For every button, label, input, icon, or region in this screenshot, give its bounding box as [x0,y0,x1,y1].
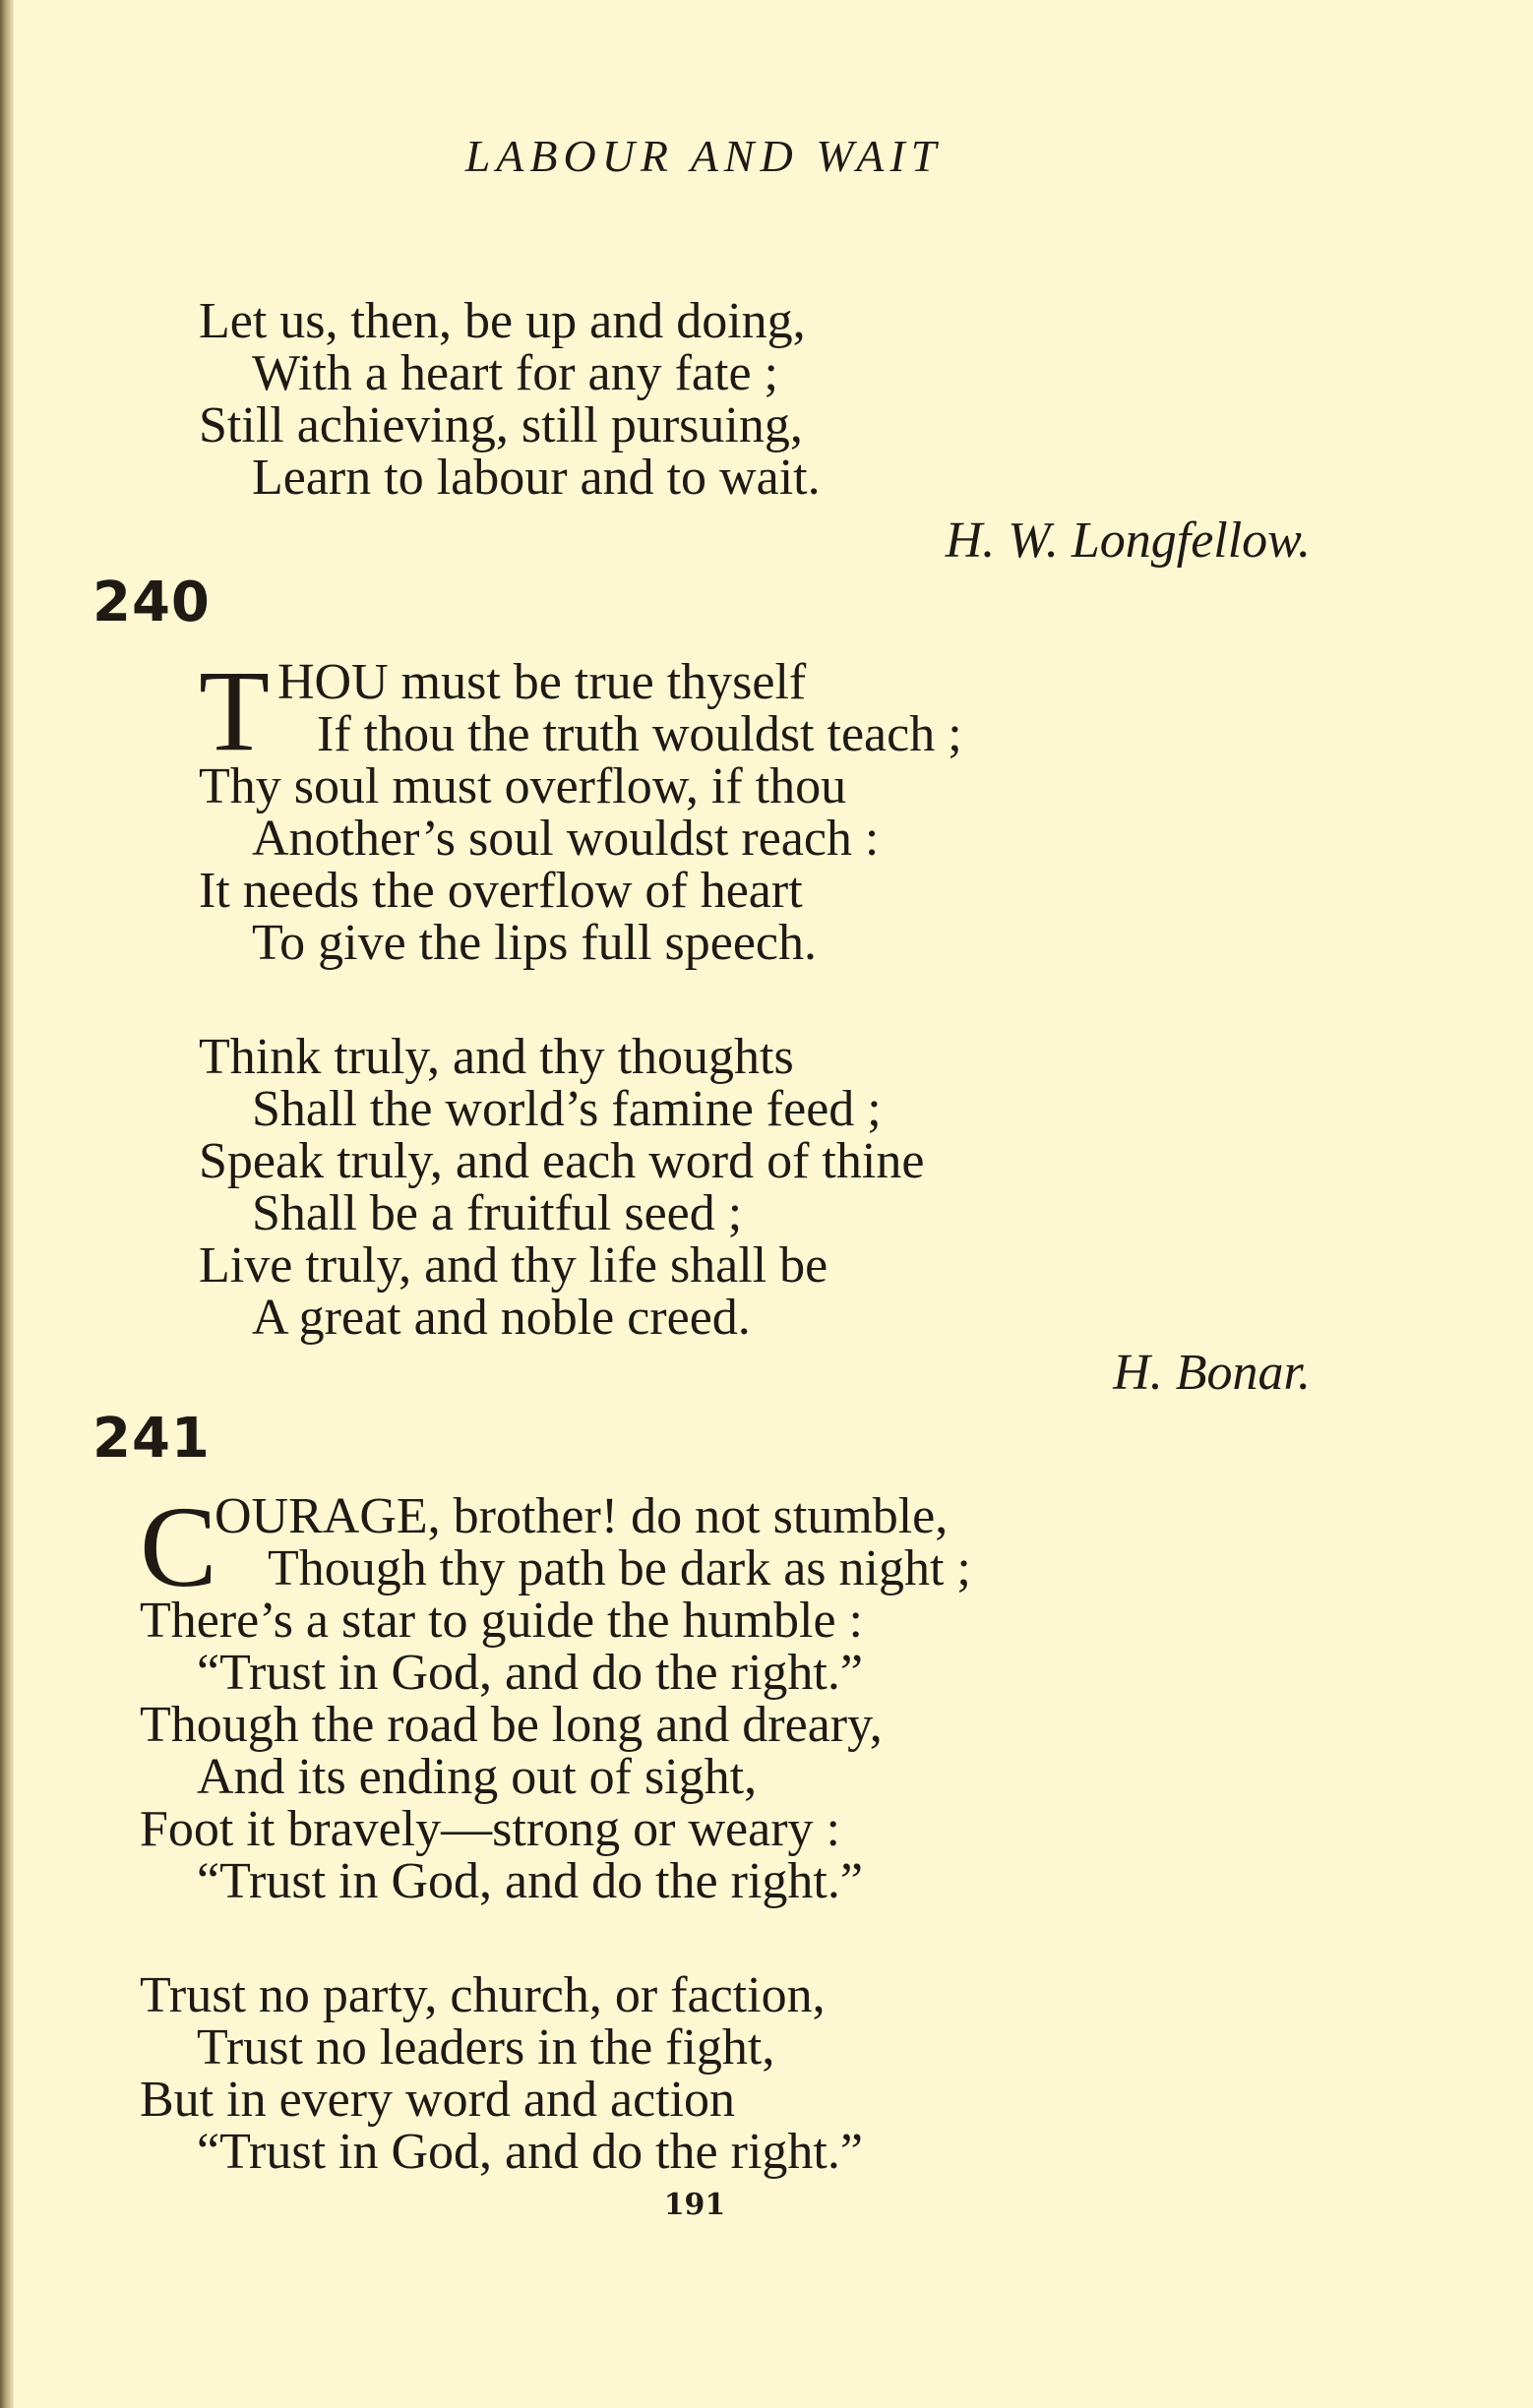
poem-line: Trust no party, church, or faction, [140,1967,826,2023]
poem-line: To give the lips full speech. [252,915,818,971]
page-number: 191 [663,2188,726,2222]
hymn-number: 240 [92,571,211,634]
poem-line: “Trust in God, and do the right.” [197,1645,863,1701]
poem-line: There’s a star to guide the humble : [140,1593,864,1649]
poem-line: Another’s soul wouldst reach : [252,811,880,867]
poem-line: Thy soul must overflow, if thou [199,758,847,814]
poem-line: Still achieving, still pursuing, [199,397,803,453]
drop-cap: T [199,646,271,775]
author-attribution: H. W. Longfellow. [945,512,1311,569]
poem-line: A great and noble creed. [252,1290,751,1346]
poem-line: “Trust in God, and do the right.” [197,2124,863,2180]
poem-line: Speak truly, and each word of thine [199,1133,925,1189]
drop-cap: C [140,1482,217,1611]
poem-line: Though thy path be dark as night ; [268,1540,971,1596]
poem-line: Learn to labour and to wait. [252,450,821,506]
running-head: LABOUR AND WAIT [464,131,943,181]
poem-line: “Trust in God, and do the right.” [197,1853,863,1909]
author-attribution: H. Bonar. [1113,1345,1311,1401]
poem-line: Foot it bravely—strong or weary : [140,1801,840,1857]
poem-line: With a heart for any fate ; [252,345,778,401]
poem-line: It needs the overflow of heart [199,863,803,919]
poem-line: OURAGE, brother! do not stumble, [215,1488,949,1544]
page-spine-edge [0,0,14,2408]
poem-line: If thou the truth wouldst teach ; [317,706,962,762]
poem-line: Shall the world’s famine feed ; [252,1081,882,1137]
poem-line: And its ending out of sight, [197,1749,758,1805]
poem-line: But in every word and action [140,2072,736,2128]
poem-line: Trust no leaders in the fight, [197,2019,775,2076]
poem-line: Shall be a fruitful seed ; [252,1185,743,1241]
poem-line: HOU must be true thyself [277,654,807,710]
poem-line: Though the road be long and dreary, [140,1697,883,1753]
poem-line: Live truly, and thy life shall be [199,1237,828,1294]
poem-line: Think truly, and thy thoughts [199,1029,794,1085]
hymn-number: 241 [92,1407,211,1471]
poem-line: Let us, then, be up and doing, [199,293,806,349]
